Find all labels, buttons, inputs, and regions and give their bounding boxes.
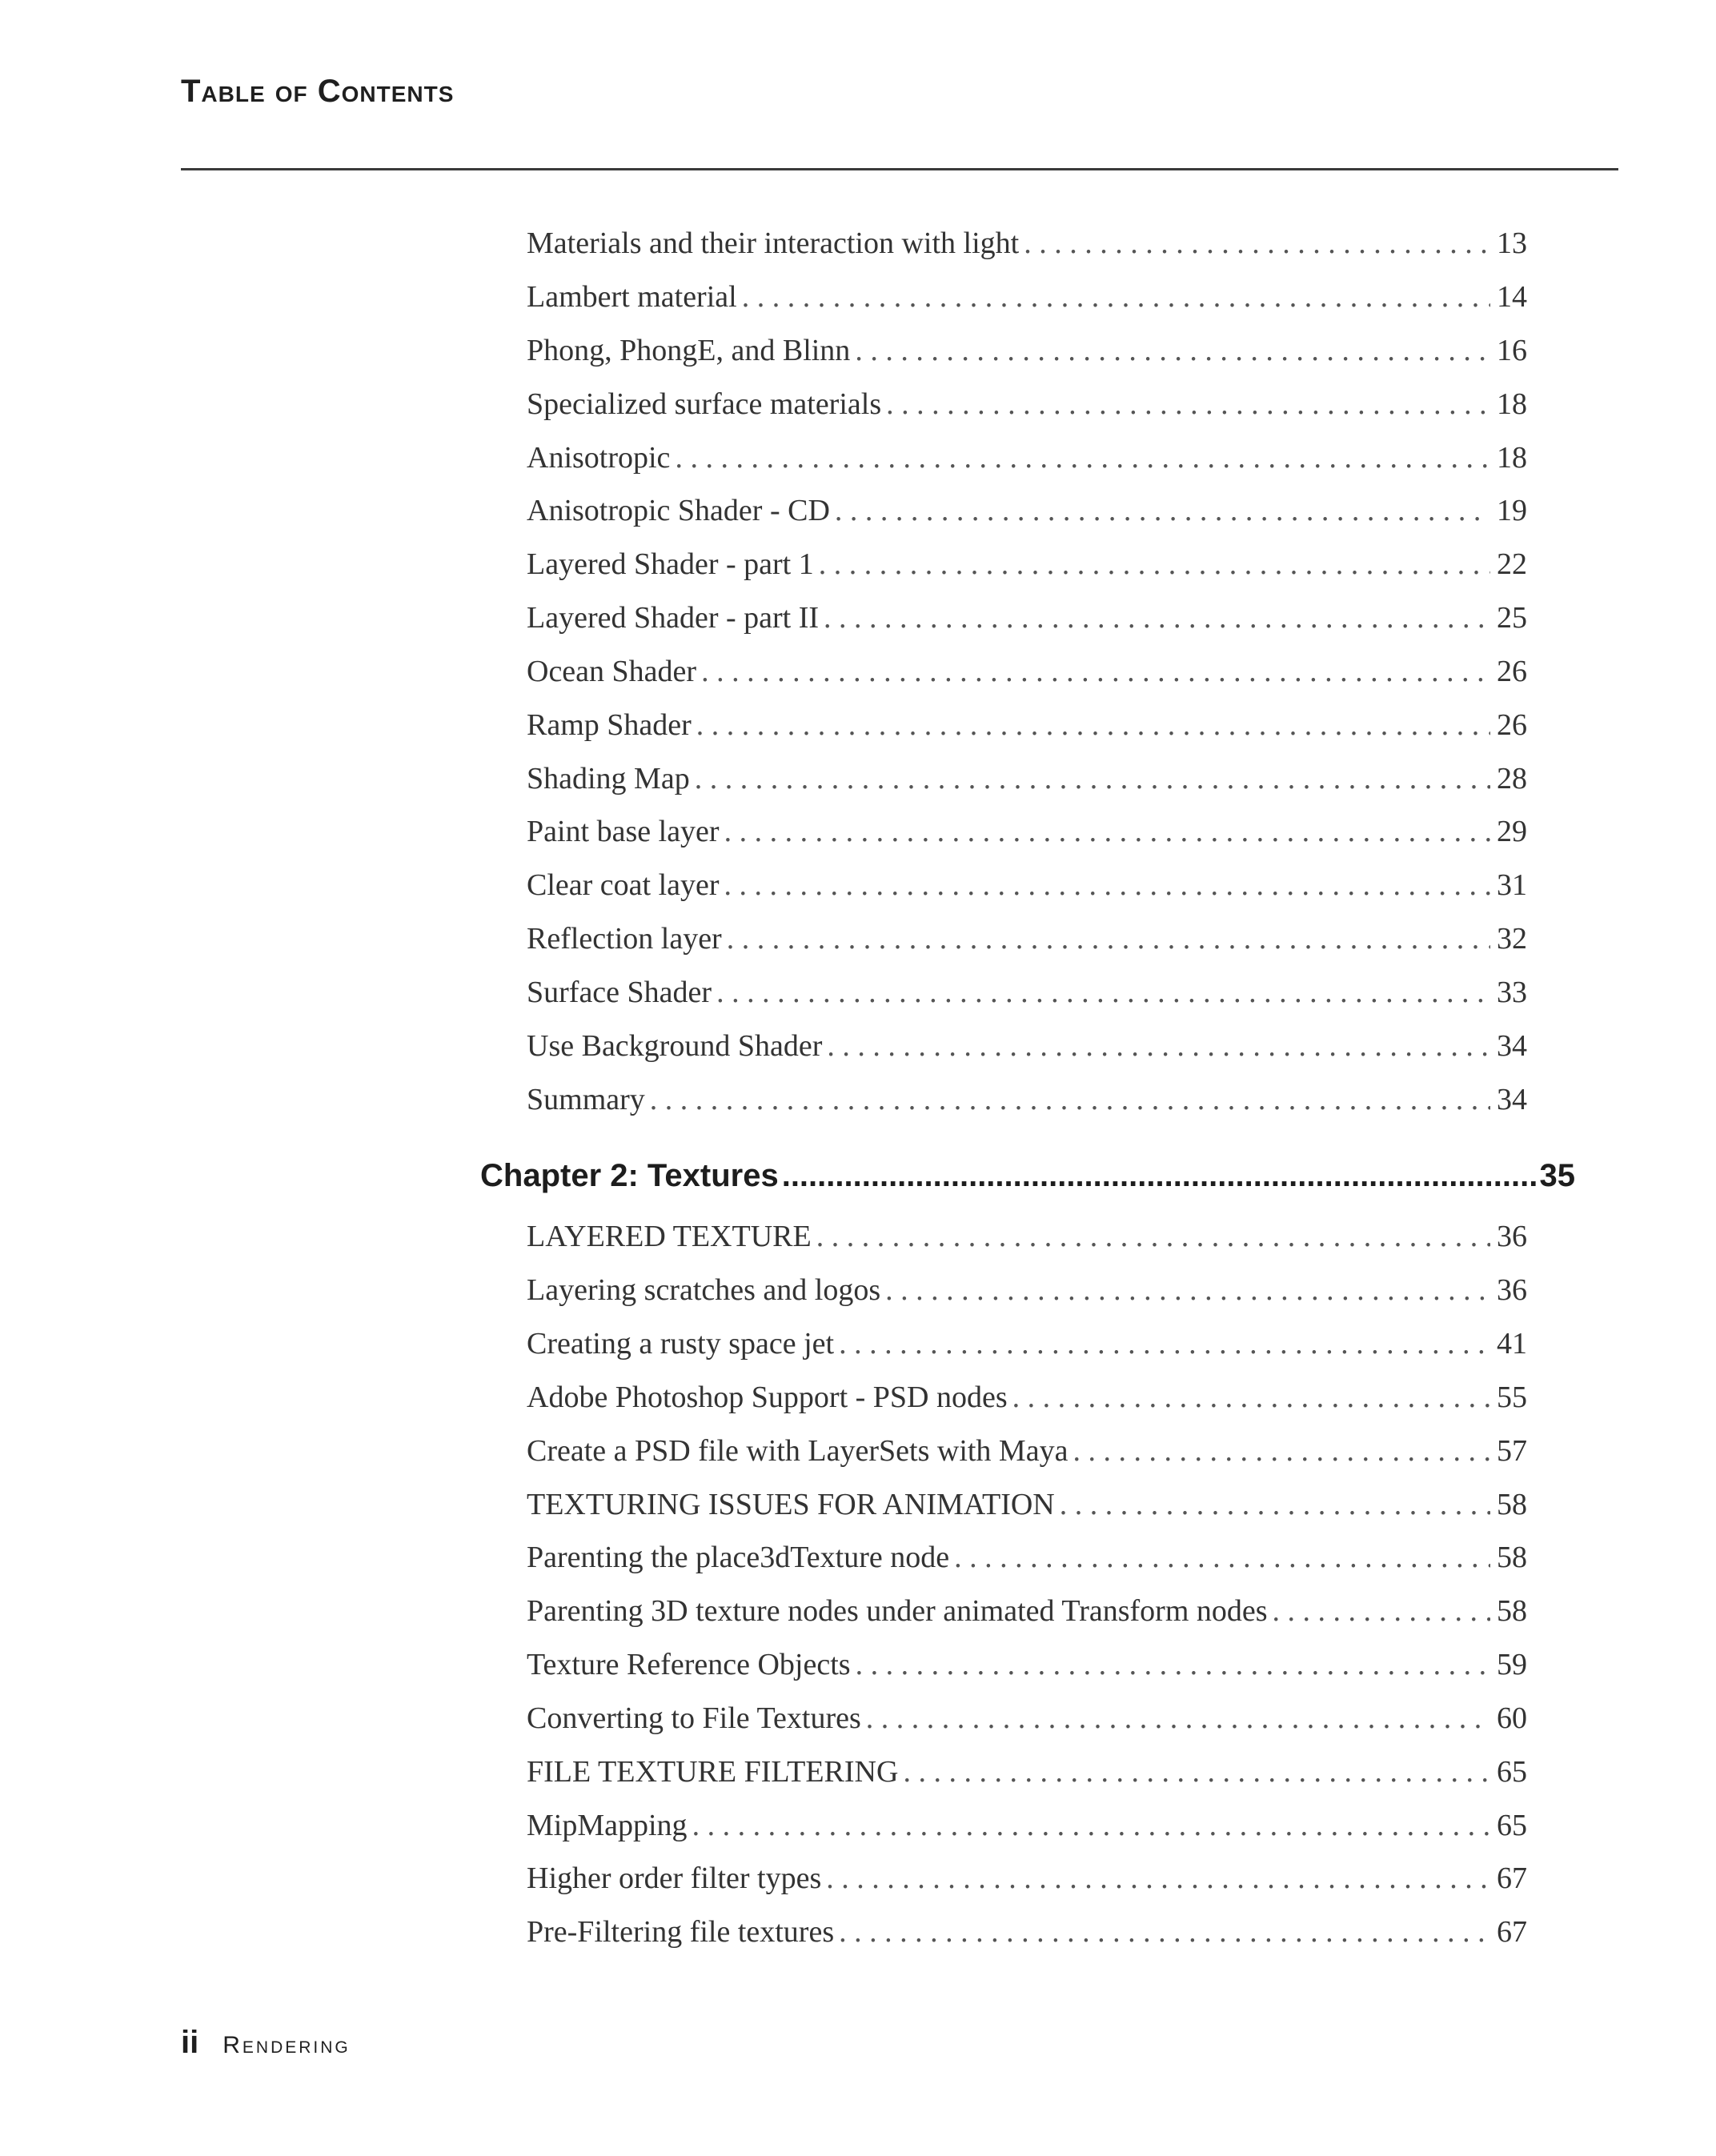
toc-entry-label: Layering scratches and logos [527, 1273, 881, 1307]
toc-entry-page: 58 [1497, 1594, 1527, 1628]
toc-entry-page: 41 [1497, 1327, 1527, 1361]
toc-entry[interactable] [527, 1028, 1527, 1064]
toc-entry-page: 32 [1497, 922, 1527, 956]
toc-entry-page: 33 [1497, 976, 1527, 1009]
toc-entry[interactable] [527, 493, 1527, 528]
toc-entry[interactable] [527, 921, 1527, 956]
toc-entry-page: 19 [1497, 494, 1527, 527]
toc-entry[interactable] [527, 547, 1527, 582]
toc-entry[interactable] [527, 1914, 1527, 1950]
toc-entry-page: 25 [1497, 601, 1527, 635]
dot-leader [696, 707, 1490, 743]
dot-leader [903, 1754, 1490, 1789]
dot-leader [886, 387, 1490, 422]
dot-leader [1273, 1593, 1490, 1629]
toc-entry-label: Higher order filter types [527, 1861, 822, 1895]
toc-entry-page: 34 [1497, 1083, 1527, 1116]
toc-entry-label: Anisotropic Shader - CD [527, 494, 830, 527]
dot-leader [819, 547, 1490, 582]
dot-leader [1072, 1433, 1490, 1469]
dot-leader [727, 921, 1490, 956]
page-title: Table of Contents [181, 74, 455, 109]
dot-leader [954, 1540, 1490, 1575]
toc-entry-page: 36 [1497, 1273, 1527, 1307]
chapter-title: Chapter 2: Textures [480, 1158, 779, 1193]
dot-leader [782, 1158, 1537, 1194]
dot-leader [695, 761, 1490, 796]
toc-entry-label: Layered Shader - part II [527, 601, 820, 635]
toc-entry[interactable] [527, 654, 1527, 689]
toc-entry[interactable] [527, 1487, 1527, 1522]
toc-entry[interactable] [527, 1540, 1527, 1575]
dot-leader [826, 1861, 1490, 1896]
page-footer [181, 2025, 351, 2061]
toc-entry-page: 18 [1497, 441, 1527, 475]
footer-page-number: ii [181, 2025, 199, 2060]
dot-leader [839, 1914, 1490, 1950]
toc-entry-label: Materials and their interaction with light [527, 226, 1020, 260]
header-divider [181, 168, 1618, 170]
toc-entry-page: 59 [1497, 1648, 1527, 1681]
toc-entry[interactable] [527, 1326, 1527, 1361]
toc-entry[interactable] [527, 279, 1527, 315]
toc-entry[interactable] [527, 868, 1527, 903]
toc-entry-label: Use Background Shader [527, 1029, 823, 1063]
toc-entry[interactable] [527, 1701, 1527, 1736]
toc-entry-page: 22 [1497, 547, 1527, 581]
dot-leader [650, 1082, 1490, 1117]
dot-leader [692, 1808, 1490, 1843]
toc-entry[interactable] [527, 761, 1527, 796]
toc-entry-label: FILE TEXTURE FILTERING [527, 1755, 899, 1789]
toc-entry-label: Anisotropic [527, 441, 671, 475]
toc-entry-label: Pre-Filtering file textures [527, 1915, 835, 1949]
toc-entry[interactable] [527, 1808, 1527, 1843]
toc-entry[interactable] [527, 1219, 1527, 1254]
toc-entry[interactable] [527, 1433, 1527, 1469]
dot-leader [827, 1028, 1490, 1064]
toc-entry-page: 58 [1497, 1541, 1527, 1574]
toc-entry-label: Summary [527, 1083, 645, 1116]
toc-entry-page: 13 [1497, 226, 1527, 260]
toc-entry[interactable] [527, 333, 1527, 368]
toc-entry-label: Texture Reference Objects [527, 1648, 851, 1681]
toc-entry[interactable] [527, 226, 1527, 261]
toc-entry-page: 31 [1497, 868, 1527, 902]
toc-entry-page: 60 [1497, 1701, 1527, 1735]
toc-entry-page: 36 [1497, 1220, 1527, 1253]
toc-entry-label: Ramp Shader [527, 708, 692, 742]
toc-entry-page: 34 [1497, 1029, 1527, 1063]
toc-entry[interactable] [527, 440, 1527, 475]
dot-leader [835, 493, 1490, 528]
toc-entry-page: 67 [1497, 1915, 1527, 1949]
toc-entry[interactable] [527, 1593, 1527, 1629]
toc-entry[interactable] [527, 1861, 1527, 1896]
toc-entry-page: 26 [1497, 708, 1527, 742]
toc-entry[interactable] [527, 814, 1527, 849]
chapter-heading[interactable] [480, 1158, 1575, 1194]
footer-section-title: Rendering [223, 2032, 351, 2058]
toc-entry-page: 65 [1497, 1809, 1527, 1842]
toc-entry-label: Reflection layer [527, 922, 722, 956]
dot-leader [701, 654, 1490, 689]
toc-entry-label: Create a PSD file with LayerSets with Maya [527, 1434, 1068, 1468]
dot-leader [724, 868, 1490, 903]
toc-entry-label: Creating a rusty space jet [527, 1327, 835, 1361]
toc-entry[interactable] [527, 1647, 1527, 1682]
toc-entry-page: 58 [1497, 1488, 1527, 1521]
dot-leader [1012, 1380, 1490, 1415]
toc-entry[interactable] [527, 1082, 1527, 1117]
dot-leader [724, 814, 1490, 849]
toc-entry-label: MipMapping [527, 1809, 688, 1842]
toc-entry-page: 16 [1497, 334, 1527, 367]
toc-entry-page: 55 [1497, 1381, 1527, 1414]
dot-leader [716, 975, 1490, 1010]
dot-leader [855, 333, 1490, 368]
toc-entry-page: 26 [1497, 655, 1527, 688]
toc-entry-page: 28 [1497, 762, 1527, 795]
toc-entry[interactable] [527, 1754, 1527, 1789]
toc-entry-label: Clear coat layer [527, 868, 720, 902]
toc-entry-page: 29 [1497, 815, 1527, 848]
toc-entry[interactable] [527, 1272, 1527, 1308]
dot-leader [885, 1272, 1490, 1308]
dot-leader [675, 440, 1490, 475]
toc-entry-page: 57 [1497, 1434, 1527, 1468]
toc-entry-label: Surface Shader [527, 976, 712, 1009]
toc-entry-page: 65 [1497, 1755, 1527, 1789]
dot-leader [824, 600, 1490, 635]
toc-entry-label: Lambert material [527, 280, 737, 314]
toc-entry[interactable] [527, 1380, 1527, 1415]
dot-leader [856, 1647, 1490, 1682]
toc-entry-label: LAYERED TEXTURE [527, 1220, 812, 1253]
dot-leader [866, 1701, 1490, 1736]
toc-entry-label: Phong, PhongE, and Blinn [527, 334, 851, 367]
toc-entry-label: Parenting 3D texture nodes under animated Transform nodes [527, 1594, 1268, 1628]
toc-entry[interactable] [527, 975, 1527, 1010]
toc-entry-page: 14 [1497, 280, 1527, 314]
toc-entry-label: Layered Shader - part 1 [527, 547, 814, 581]
dot-leader [816, 1219, 1490, 1254]
toc-entry[interactable] [527, 387, 1527, 422]
chapter-page: 35 [1539, 1158, 1575, 1193]
toc-entry-label: Paint base layer [527, 815, 720, 848]
dot-leader [742, 279, 1490, 315]
toc-entry-label: Shading Map [527, 762, 690, 795]
dot-leader [1024, 226, 1490, 261]
dot-leader [839, 1326, 1490, 1361]
toc-entry[interactable] [527, 707, 1527, 743]
toc-entry-label: Ocean Shader [527, 655, 697, 688]
toc-entry-label: Parenting the place3dTexture node [527, 1541, 950, 1574]
toc-entry-label: Specialized surface materials [527, 387, 882, 421]
toc-entry-label: Adobe Photoshop Support - PSD nodes [527, 1381, 1008, 1414]
toc-entry[interactable] [527, 600, 1527, 635]
dot-leader [1060, 1487, 1490, 1522]
toc-entry-page: 67 [1497, 1861, 1527, 1895]
toc-entry-page: 18 [1497, 387, 1527, 421]
toc-entry-label: Converting to File Textures [527, 1701, 861, 1735]
toc-entry-label: TEXTURING ISSUES FOR ANIMATION [527, 1488, 1055, 1521]
